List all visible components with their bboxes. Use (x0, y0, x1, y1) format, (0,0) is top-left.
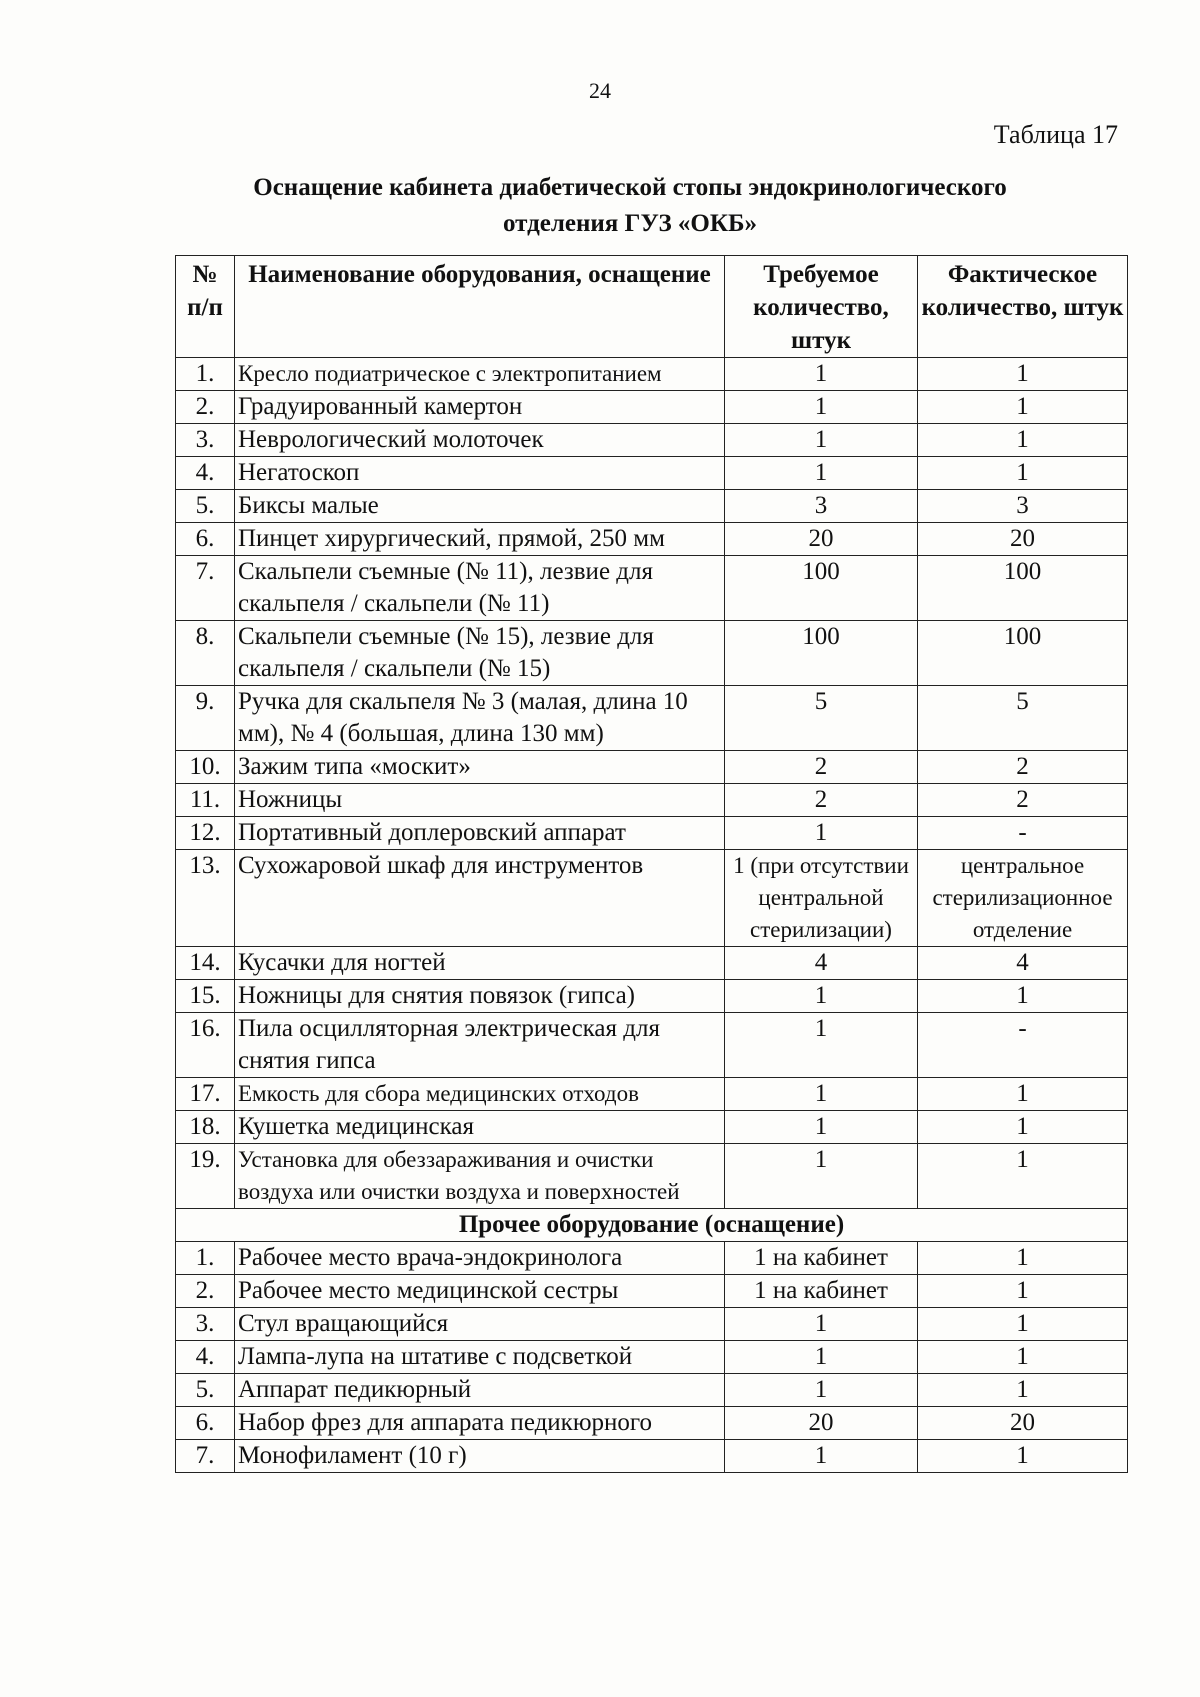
header-actual: Фактическое количество, штук (918, 256, 1128, 358)
row-num: 12. (176, 817, 235, 850)
table-row (176, 556, 1128, 621)
row-num: 3. (176, 424, 235, 457)
header-required: Требуемое количество, штук (725, 256, 918, 358)
table-row (176, 1275, 1128, 1308)
row-actual: 100 (918, 556, 1128, 621)
row-actual: 2 (918, 751, 1128, 784)
row-actual: 100 (918, 621, 1128, 686)
row-required: 1 (при отсутствии центральной стерилизации) (725, 850, 918, 947)
row-name: Рабочее место медицинской сестры (235, 1275, 725, 1308)
row-num: 17. (176, 1078, 235, 1111)
row-num: 9. (176, 686, 235, 751)
row-required: 1 (725, 1341, 918, 1374)
row-name: Набор фрез для аппарата педикюрного (235, 1407, 725, 1440)
row-required: 4 (725, 947, 918, 980)
row-name: Кусачки для ногтей (235, 947, 725, 980)
row-required: 3 (725, 490, 918, 523)
row-name: Зажим типа «москит» (235, 751, 725, 784)
table-row (176, 1144, 1128, 1209)
row-name: Кресло подиатрическое с электропитанием (235, 358, 725, 391)
row-name: Стул вращающийся (235, 1308, 725, 1341)
table-label: Таблица 17 (993, 120, 1118, 149)
table-row (176, 980, 1128, 1013)
row-required: 1 (725, 1440, 918, 1473)
row-num: 8. (176, 621, 235, 686)
row-name: Ножницы (235, 784, 725, 817)
row-required: 20 (725, 523, 918, 556)
table-row (176, 1078, 1128, 1111)
row-actual: 1 (918, 980, 1128, 1013)
row-required: 1 (725, 1144, 918, 1209)
section-row (176, 1209, 1128, 1242)
table-row (176, 1013, 1128, 1078)
row-num: 14. (176, 947, 235, 980)
table-row (176, 490, 1128, 523)
row-name: Ручка для скальпеля № 3 (малая, длина 10 мм), № 4 (большая, длина 130 мм) (235, 686, 725, 751)
row-num: 6. (176, 523, 235, 556)
title-line-1: Оснащение кабинета диабетической стопы эндокринологического (253, 174, 1007, 201)
table-row (176, 523, 1128, 556)
row-name: Скальпели съемные (№ 15), лезвие для скальпеля / скальпели (№ 15) (235, 621, 725, 686)
row-required: 1 (725, 1111, 918, 1144)
row-actual: 1 (918, 358, 1128, 391)
row-actual: 3 (918, 490, 1128, 523)
table-row (176, 457, 1128, 490)
row-num: 5. (176, 1374, 235, 1407)
row-required: 1 (725, 1013, 918, 1078)
row-required: 1 (725, 1308, 918, 1341)
row-name: Сухожаровой шкаф для инструментов (235, 850, 725, 947)
row-name: Аппарат педикюрный (235, 1374, 725, 1407)
row-actual: - (918, 817, 1128, 850)
row-name: Неврологический молоточек (235, 424, 725, 457)
row-actual: 20 (918, 523, 1128, 556)
row-actual: 1 (918, 1308, 1128, 1341)
row-actual: 1 (918, 457, 1128, 490)
row-num: 10. (176, 751, 235, 784)
row-actual: 1 (918, 1440, 1128, 1473)
row-required: 100 (725, 556, 918, 621)
row-required: 1 (725, 391, 918, 424)
row-name: Кушетка медицинская (235, 1111, 725, 1144)
row-num: 1. (176, 1242, 235, 1275)
row-num: 13. (176, 850, 235, 947)
row-num: 16. (176, 1013, 235, 1078)
equipment-table (175, 255, 1128, 1473)
row-num: 19. (176, 1144, 235, 1209)
row-actual: 1 (918, 1242, 1128, 1275)
page-number: 24 (589, 78, 611, 103)
row-required: 1 (725, 1374, 918, 1407)
row-actual: 4 (918, 947, 1128, 980)
row-actual: - (918, 1013, 1128, 1078)
row-actual: 1 (918, 391, 1128, 424)
row-required: 1 (725, 1078, 918, 1111)
row-name: Емкость для сбора медицинских отходов (235, 1078, 725, 1111)
row-required: 1 (725, 424, 918, 457)
table-row (176, 1440, 1128, 1473)
table-row (176, 1341, 1128, 1374)
row-name: Негатоскоп (235, 457, 725, 490)
table-row (176, 1407, 1128, 1440)
table-row (176, 751, 1128, 784)
table-row (176, 1374, 1128, 1407)
row-name: Скальпели съемные (№ 11), лезвие для скальпеля / скальпели (№ 11) (235, 556, 725, 621)
row-num: 15. (176, 980, 235, 1013)
row-actual: 5 (918, 686, 1128, 751)
row-num: 4. (176, 457, 235, 490)
row-actual: 1 (918, 1341, 1128, 1374)
row-name: Пила осцилляторная электрическая для снятия гипса (235, 1013, 725, 1078)
document-title (180, 170, 1080, 242)
section-title: Прочее оборудование (оснащение) (176, 1209, 1128, 1242)
table-row (176, 686, 1128, 751)
row-actual: 1 (918, 424, 1128, 457)
row-num: 7. (176, 556, 235, 621)
row-required: 1 (725, 817, 918, 850)
row-num: 2. (176, 1275, 235, 1308)
row-num: 1. (176, 358, 235, 391)
row-num: 6. (176, 1407, 235, 1440)
row-actual: 1 (918, 1144, 1128, 1209)
header-num: № п/п (176, 256, 235, 358)
row-name: Пинцет хирургический, прямой, 250 мм (235, 523, 725, 556)
row-actual: 20 (918, 1407, 1128, 1440)
row-actual: 1 (918, 1275, 1128, 1308)
row-name: Портативный доплеровский аппарат (235, 817, 725, 850)
table-row (176, 947, 1128, 980)
header-name: Наименование оборудования, оснащение (235, 256, 725, 358)
row-name: Рабочее место врача-эндокринолога (235, 1242, 725, 1275)
row-required: 2 (725, 751, 918, 784)
row-num: 4. (176, 1341, 235, 1374)
row-num: 11. (176, 784, 235, 817)
table-row (176, 358, 1128, 391)
row-actual: 1 (918, 1078, 1128, 1111)
title-line-2: отделения ГУЗ «ОКБ» (502, 210, 758, 237)
row-name: Ножницы для снятия повязок (гипса) (235, 980, 725, 1013)
table-row (176, 424, 1128, 457)
table-row (176, 850, 1128, 947)
row-name: Градуированный камертон (235, 391, 725, 424)
row-num: 7. (176, 1440, 235, 1473)
row-required: 5 (725, 686, 918, 751)
row-name: Биксы малые (235, 490, 725, 523)
row-num: 3. (176, 1308, 235, 1341)
row-required: 2 (725, 784, 918, 817)
row-name: Лампа-лупа на штативе с подсветкой (235, 1341, 725, 1374)
row-num: 2. (176, 391, 235, 424)
row-required: 20 (725, 1407, 918, 1440)
row-actual: 1 (918, 1111, 1128, 1144)
row-required: 1 на кабинет (725, 1275, 918, 1308)
row-num: 18. (176, 1111, 235, 1144)
table-row (176, 1111, 1128, 1144)
row-required: 1 (725, 457, 918, 490)
row-num: 5. (176, 490, 235, 523)
table-header-row (176, 256, 1128, 358)
table-row (176, 1308, 1128, 1341)
row-required: 1 (725, 980, 918, 1013)
row-actual: 1 (918, 1374, 1128, 1407)
row-required: 1 (725, 358, 918, 391)
row-actual: 2 (918, 784, 1128, 817)
table-row (176, 1242, 1128, 1275)
table-row (176, 784, 1128, 817)
main-equipment-body (176, 358, 1128, 1473)
row-required: 1 на кабинет (725, 1242, 918, 1275)
table-row (176, 621, 1128, 686)
table-row (176, 817, 1128, 850)
table-row (176, 391, 1128, 424)
row-name: Монофиламент (10 г) (235, 1440, 725, 1473)
row-required: 100 (725, 621, 918, 686)
row-name: Установка для обеззараживания и очистки воздуха или очистки воздуха и поверхностей (235, 1144, 725, 1209)
row-actual: центральное стерилизационное отделение (918, 850, 1128, 947)
